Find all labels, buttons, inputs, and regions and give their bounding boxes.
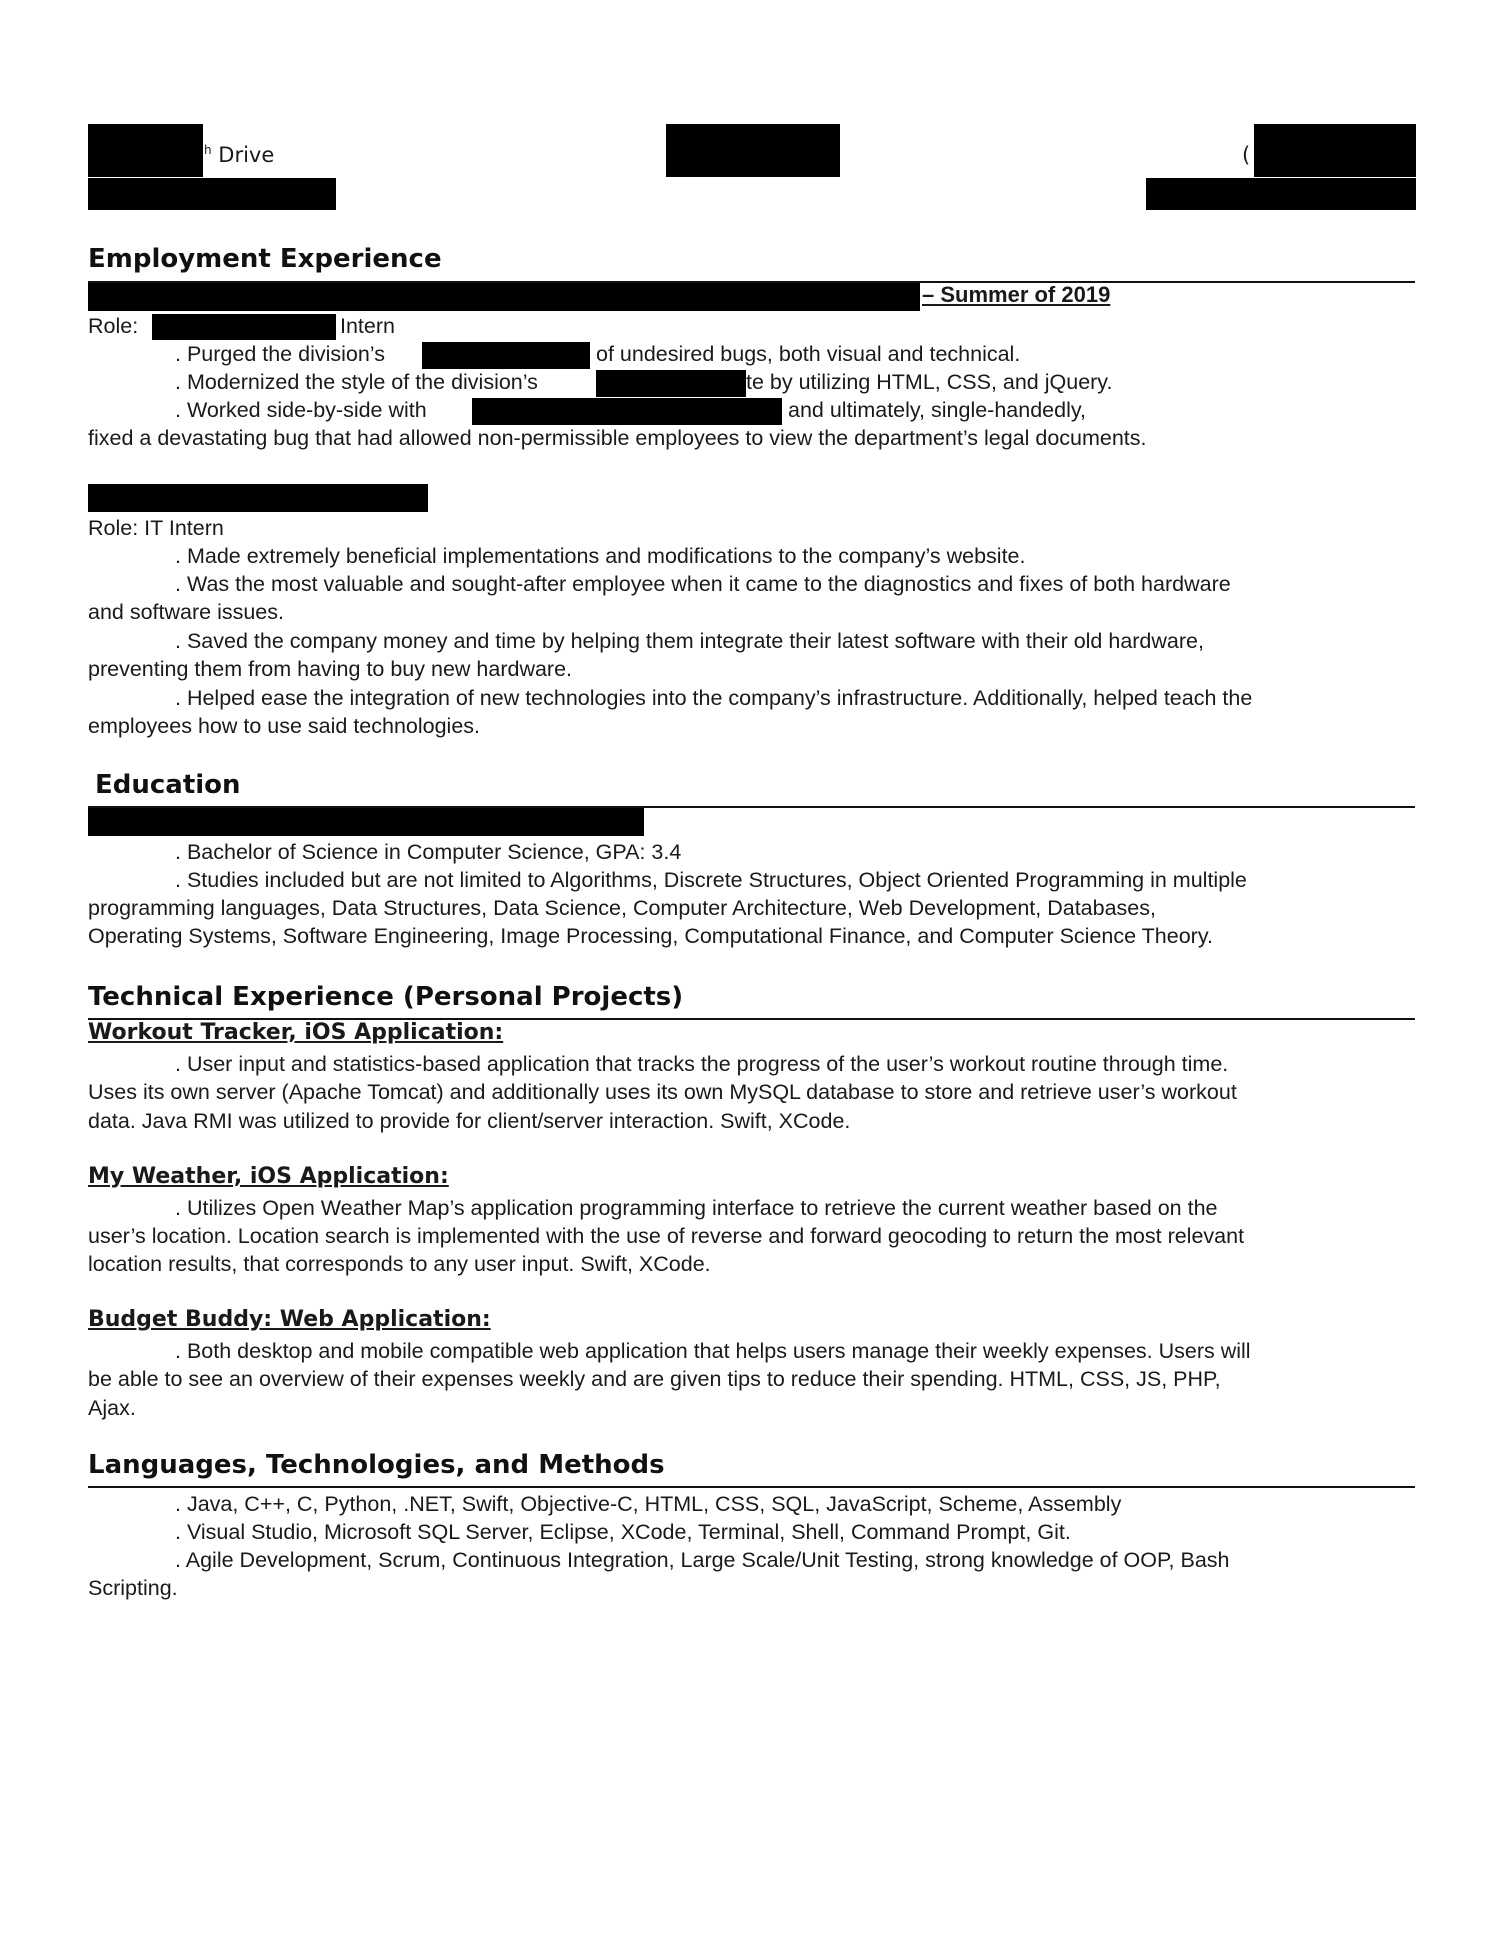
education-title: Education [95,770,241,800]
address-suffix: Drive [218,143,275,167]
phone-paren: ( [1242,143,1251,167]
employment-title: Employment Experience [88,244,442,274]
education-bullet-1: . Bachelor of Science in Computer Science, GPA: 3.4 [175,840,682,864]
job2-bullet-1: . Made extremely beneficial implementations and modifications to the company’s website. [175,544,1026,568]
languages-line-3b: Scripting. [88,1576,178,1600]
projects-title: Technical Experience (Personal Projects) [88,982,684,1012]
languages-line-2: . Visual Studio, Microsoft SQL Server, Eclipse, XCode, Terminal, Shell, Command Prompt, Git. [175,1520,1071,1544]
redacted-phone-block [1254,124,1416,177]
redacted-name-block [88,124,203,177]
job1-bullet-1a: . Purged the division’s [175,342,385,366]
project-3-line-3: Ajax. [88,1396,136,1420]
education-bullet-2c: Operating Systems, Software Engineering, Image Processing, Computational Finance, and Computer Science Theory. [88,924,1213,948]
redacted-city-block [88,178,336,210]
languages-title: Languages, Technologies, and Methods [88,1450,665,1480]
languages-rule [88,1486,1415,1488]
redacted-contact-block [1146,178,1416,210]
project-2-line-2: user’s location. Location search is implemented with the use of reverse and forward geocoding to return the most relevant [88,1224,1245,1248]
job2-bullet-4a: . Helped ease the integration of new technologies into the company’s infrastructure. Additionally, helped teach the [175,686,1253,710]
redacted-school [88,808,644,836]
job1-bullet-2a: . Modernized the style of the division’s [175,370,538,394]
redacted-employer-2 [88,484,428,512]
job1-role-prefix: Role: [88,314,139,338]
job2-bullet-3a: . Saved the company money and time by helping them integrate their latest software with their old hardware, [175,629,1204,653]
job2-bullet-2b: and software issues. [88,600,284,624]
redacted-email-block [666,124,840,177]
project-1-line-2: Uses its own server (Apache Tomcat) and additionally uses its own MySQL database to store and retrieve user’s workout [88,1080,1237,1104]
project-1-line-1: . User input and statistics-based application that tracks the progress of the user’s workout routine through time. [175,1052,1229,1076]
job1-bullet-3b: and ultimately, single-handedly, [788,398,1086,422]
project-3-title: Budget Buddy: Web Application: [88,1307,491,1332]
job1-bullet-3a: . Worked side-by-side with [175,398,427,422]
project-2-line-1: . Utilizes Open Weather Map’s application programming interface to retrieve the current weather based on the [175,1196,1218,1220]
redacted-employer-1 [88,283,920,311]
redacted-job1-b2 [596,370,746,397]
job2-bullet-4b: employees how to use said technologies. [88,714,481,738]
redacted-role-1 [152,314,336,340]
project-3-line-1: . Both desktop and mobile compatible web application that helps users manage their weekly expenses. Users will [175,1339,1251,1363]
job1-bullet-1b: of undesired bugs, both visual and technical. [596,342,1021,366]
education-bullet-2b: programming languages, Data Structures, Data Science, Computer Architecture, Web Development, Databases, [88,896,1156,920]
project-2-line-3: location results, that corresponds to any user input. Swift, XCode. [88,1252,711,1276]
job2-role: Role: IT Intern [88,516,224,540]
redacted-job1-b3 [472,398,782,425]
languages-line-1: . Java, C++, C, Python, .NET, Swift, Objective-C, HTML, CSS, SQL, JavaScript, Scheme, Assembly [175,1492,1122,1516]
redacted-job1-b1 [422,342,590,369]
job1-bullet-2b: te by utilizing HTML, CSS, and jQuery. [746,370,1113,394]
project-2-title: My Weather, iOS Application: [88,1164,449,1189]
job1-role-suffix: Intern [340,314,395,338]
project-3-line-2: be able to see an overview of their expenses weekly and are given tips to reduce their spending. HTML, CSS, JS, PHP, [88,1367,1221,1391]
address-superscript: h [204,143,212,157]
job1-dates: – Summer of 2019 [922,282,1111,307]
job2-bullet-3b: preventing them from having to buy new hardware. [88,657,573,681]
project-1-line-3: data. Java RMI was utilized to provide for client/server interaction. Swift, XCode. [88,1109,851,1133]
job1-bullet-3c: fixed a devastating bug that had allowed non-permissible employees to view the department’s legal documents. [88,426,1147,450]
job2-bullet-2a: . Was the most valuable and sought-after employee when it came to the diagnostics and fixes of both hardware [175,572,1231,596]
address-line [204,143,274,167]
project-1-title: Workout Tracker, iOS Application: [88,1020,504,1045]
languages-line-3a: . Agile Development, Scrum, Continuous Integration, Large Scale/Unit Testing, strong knowledge of OOP, Bash [175,1548,1230,1572]
education-bullet-2a: . Studies included but are not limited to Algorithms, Discrete Structures, Object Oriented Programming in multiple [175,868,1247,892]
